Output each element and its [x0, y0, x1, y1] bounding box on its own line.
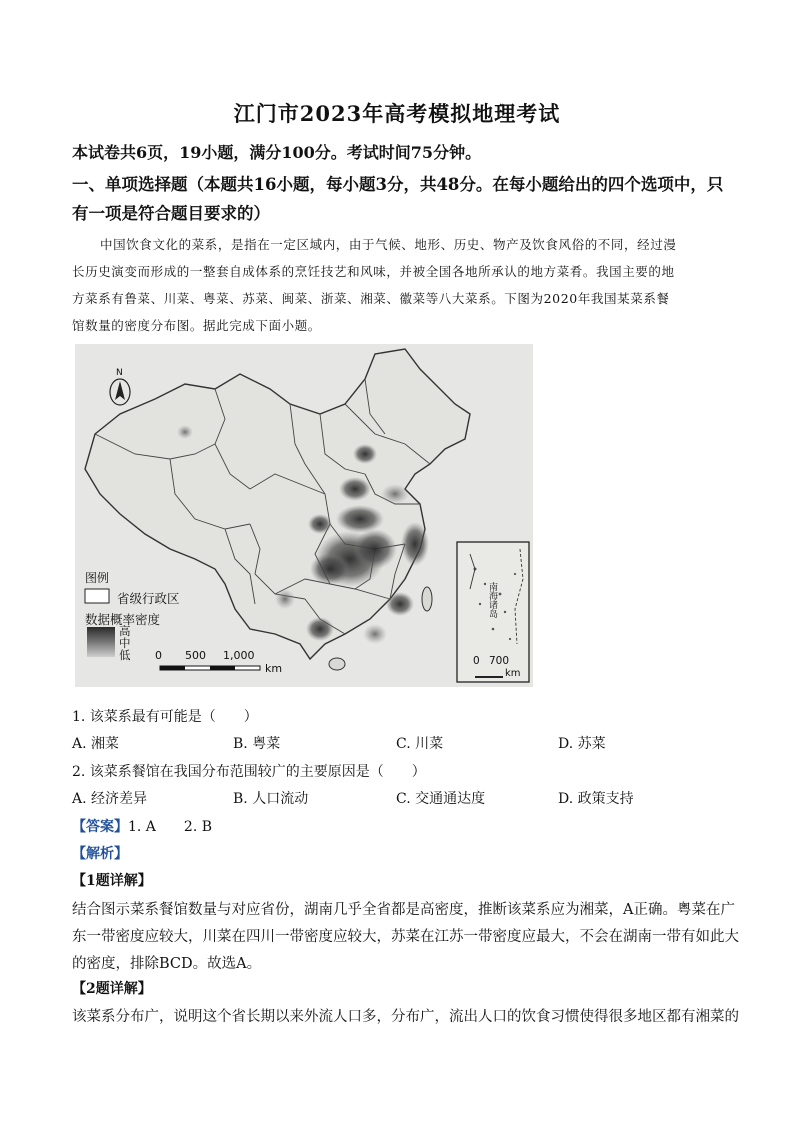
china-map-svg [75, 344, 533, 687]
q1-detail-tag: 【1题详解】 [72, 873, 152, 889]
scale-500: 500 [185, 649, 206, 662]
scale-1000: 1,000 [223, 649, 255, 662]
legend-mid: 中 [119, 636, 131, 650]
q1-detail-line-3: 的密度，排除BCD。故选A。 [72, 956, 262, 972]
exam-title: 江门市2023年高考模拟地理考试 [233, 101, 561, 126]
q1-detail-line-2: 东一带密度应较大，川菜在四川一带密度应较大，苏菜在江苏一带密度应最大，不会在湖南一带有如此大 [72, 929, 739, 945]
legend-density-levels [119, 625, 131, 661]
inset-scale-zero: 0 [473, 655, 480, 667]
legend-density-swatch [87, 627, 115, 657]
q2-detail-line-1: 该菜系分布广，说明这个省长期以来外流人口多，分布广，流出人口的饮食习惯使得很多地区都有湘菜的 [72, 1009, 739, 1025]
answer-tag: 【答案】 [72, 819, 128, 835]
q1-detail-line-1: 结合图示菜系餐馆数量与对应省份，湖南几乎全省都是高密度，推断该菜系应为湘菜，A正确。粤菜在广 [72, 902, 735, 918]
passage-line-4: 馆数量的密度分布图。据此完成下面小题。 [72, 318, 321, 333]
q2-detail-tag: 【2题详解】 [72, 981, 152, 997]
north-arrow-icon [110, 379, 130, 405]
q2-option-d[interactable]: D. 政策支持 [558, 791, 634, 807]
q1-option-c[interactable]: C. 川菜 [396, 736, 444, 752]
inset-scale-unit: km [505, 668, 521, 679]
inset-label: 南海诸岛 [487, 582, 497, 618]
question-2-stem: 2. 该菜系餐馆在我国分布范围较广的主要原因是（ ） [72, 764, 426, 780]
passage-line-2: 长历史演变而形成的一整套自成体系的烹饪技艺和风味，并被全国各地所承认的地方菜肴。我国主要的地 [72, 264, 675, 279]
scale-unit: km [265, 662, 283, 675]
q1-option-d[interactable]: D. 苏菜 [558, 736, 606, 752]
q1-option-a[interactable]: A. 湘菜 [72, 736, 120, 752]
question-1-stem: 1. 该菜系最有可能是（ ） [72, 709, 258, 725]
q2-option-c[interactable]: C. 交通通达度 [396, 791, 486, 807]
q2-option-a[interactable]: A. 经济差异 [72, 791, 148, 807]
answer-value: 1. A 2. B [128, 819, 213, 835]
legend-low: 低 [119, 648, 131, 662]
passage-line-1: 中国饮食文化的菜系，是指在一定区域内，由于气候、地形、历史、物产及饮食风俗的不同，经过漫 [100, 237, 677, 252]
passage-line-3: 方菜系有鲁菜、川菜、粤菜、苏菜、闽菜、浙菜、湘菜、徽菜等八大菜系。下图为2020年我国某菜系餐 [72, 291, 670, 306]
answer-line [72, 816, 212, 836]
legend-province-swatch [85, 589, 109, 603]
scale-zero: 0 [155, 649, 162, 662]
inset-scale-700: 700 [489, 655, 510, 667]
section-heading-line2: 有一项是符合题目要求的） [72, 204, 270, 223]
section-heading-line1: 一、单项选择题（本题共16小题，每小题3分，共48分。在每小题给出的四个选项中，只 [72, 175, 724, 194]
legend-density-label: 数据概率密度 [85, 612, 161, 627]
legend-title: 图例 [85, 571, 110, 585]
legend-province-label: 省级行政区 [117, 591, 180, 606]
north-label: N [116, 368, 123, 378]
analysis-tag: 【解析】 [72, 846, 128, 862]
q1-option-b[interactable]: B. 粤菜 [233, 736, 281, 752]
q2-option-b[interactable]: B. 人口流动 [233, 791, 309, 807]
cuisine-density-map [75, 344, 533, 687]
legend-high: 高 [119, 624, 131, 638]
exam-meta: 本试卷共6页，19小题，满分100分。考试时间75分钟。 [72, 143, 482, 162]
